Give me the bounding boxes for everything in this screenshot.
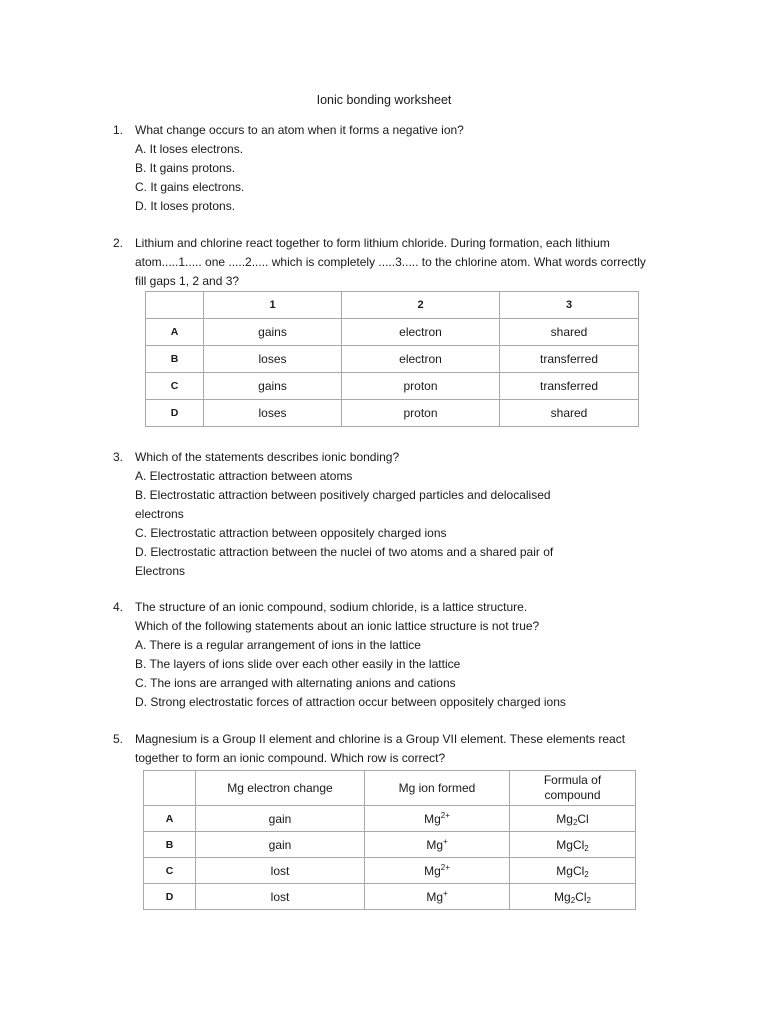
question-text: Which of the statements describes ionic bonding? (135, 450, 400, 464)
question-text: The structure of an ionic compound, sodium chloride, is a lattice structure. (135, 600, 528, 614)
table-row (146, 373, 639, 400)
table-row (146, 400, 639, 427)
row-label: D (144, 884, 196, 910)
formula-cell: $Mg_2Cl_2$ (510, 884, 636, 910)
table-row (144, 806, 636, 832)
option-d-cont: Electrons (135, 564, 186, 578)
question-text: Magnesium is a Group II element and chlorine is a Group VII element. These elements react (135, 732, 626, 746)
question-text: together to form an ionic compound. Which row is correct? (135, 751, 446, 765)
option-c: C. Electrostatic attraction between oppositely charged ions (135, 526, 447, 540)
table-cell: gains (204, 373, 342, 400)
table-row (146, 319, 639, 346)
row-label: C (144, 858, 196, 884)
option-c: C. The ions are arranged with alternating anions and cations (135, 676, 456, 690)
table-header-cell: 2 (342, 292, 500, 319)
q2-answer-table (145, 291, 639, 427)
question-3 (113, 448, 693, 581)
row-label: A (144, 806, 196, 832)
table-cell: gain (196, 832, 365, 858)
table-cell: transferred (500, 373, 639, 400)
option-b: B. Electrostatic attraction between positively charged particles and delocalised (135, 488, 551, 502)
row-label: A (146, 319, 204, 346)
table-row (146, 346, 639, 373)
table-header-cell: 1 (204, 292, 342, 319)
question-2 (113, 234, 693, 291)
question-text: Lithium and chlorine react together to form lithium chloride. During formation, each lithium (135, 236, 610, 250)
worksheet-title: Ionic bonding worksheet (316, 93, 452, 107)
table-header-cell: Mg electron change (196, 771, 365, 806)
row-label: B (144, 832, 196, 858)
table-cell: loses (204, 346, 342, 373)
question-1 (113, 121, 693, 216)
option-a: A. It loses electrons. (135, 142, 244, 156)
table-cell: lost (196, 858, 365, 884)
option-d: D. Electrostatic attraction between the nuclei of two atoms and a shared pair of (135, 545, 554, 559)
question-text: atom.....1..... one .....2..... which is completely .....3..... to the chlorine atom. What words correctly (135, 255, 646, 269)
table-header-row (144, 771, 636, 806)
table-header-cell: 3 (500, 292, 639, 319)
option-b-cont: electrons (135, 507, 184, 521)
question-text: Which of the following statements about an ionic lattice structure is not true? (135, 619, 540, 633)
question-5 (113, 730, 693, 768)
table-cell: gain (196, 806, 365, 832)
table-cell: shared (500, 400, 639, 427)
formula-cell: MgCl$_2$ (510, 832, 636, 858)
option-a: A. There is a regular arrangement of ions in the lattice (135, 638, 421, 652)
formula-cell: MgCl$_2$ (510, 858, 636, 884)
option-b: B. The layers of ions slide over each other easily in the lattice (135, 657, 461, 671)
question-number: 2. (113, 236, 124, 250)
table-header-cell (146, 292, 204, 319)
table-row (144, 832, 636, 858)
question-number: 1. (113, 123, 124, 137)
table-header-cell: Formula of compound (510, 771, 636, 806)
option-c: C. It gains electrons. (135, 180, 245, 194)
option-d: D. It loses protons. (135, 199, 236, 213)
q5-answer-table (143, 770, 636, 910)
table-cell: proton (342, 373, 500, 400)
table-cell: electron (342, 319, 500, 346)
formula-cell: $Mg_2Cl$ (510, 806, 636, 832)
row-label: D (146, 400, 204, 427)
ion-cell: Mg+ (365, 884, 510, 910)
question-text: fill gaps 1, 2 and 3? (135, 274, 240, 288)
question-number: 4. (113, 600, 124, 614)
table-cell: proton (342, 400, 500, 427)
table-cell: shared (500, 319, 639, 346)
row-label: B (146, 346, 204, 373)
ion-cell: Mg+ (365, 832, 510, 858)
question-4 (113, 598, 693, 712)
table-cell: electron (342, 346, 500, 373)
question-number: 3. (113, 450, 124, 464)
table-header-cell (144, 771, 196, 806)
option-a: A. Electrostatic attraction between atoms (135, 469, 353, 483)
option-d: D. Strong electrostatic forces of attraction occur between oppositely charged ions (135, 695, 566, 709)
table-cell: lost (196, 884, 365, 910)
ion-cell: $Mg^{2+}$ (365, 858, 510, 884)
row-label: C (146, 373, 204, 400)
table-cell: transferred (500, 346, 639, 373)
table-row (144, 858, 636, 884)
question-text: What change occurs to an atom when it forms a negative ion? (135, 123, 464, 137)
table-header-row (146, 292, 639, 319)
table-row (144, 884, 636, 910)
question-number: 5. (113, 732, 124, 746)
option-b: B. It gains protons. (135, 161, 236, 175)
table-cell: gains (204, 319, 342, 346)
ion-cell: $Mg^{2+}$ (365, 806, 510, 832)
table-cell: loses (204, 400, 342, 427)
table-header-cell: Mg ion formed (365, 771, 510, 806)
